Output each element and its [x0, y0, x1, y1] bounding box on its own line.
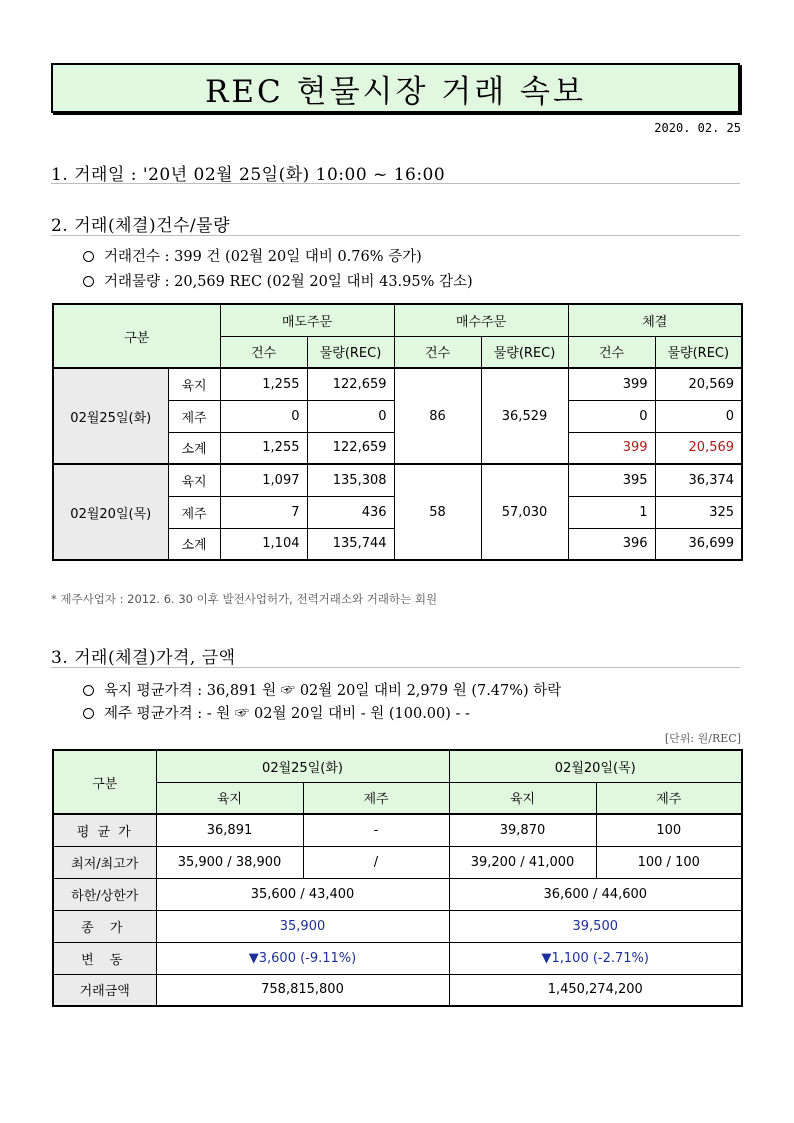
cell-value: 36,600 / 44,600 — [449, 878, 742, 910]
sell-volume: 0 — [307, 400, 394, 432]
section-3-rule — [51, 667, 740, 668]
bullet-land-price: 육지 평균가격 : 36,891 원 ☞ 02월 20일 대비 2,979 원 (7.47%) 하락 — [83, 679, 561, 700]
header-jeju: 제주 — [596, 782, 742, 814]
buy-count: 58 — [394, 464, 481, 560]
deal-volume: 36,699 — [655, 528, 742, 560]
group-date: 02월20일(목) — [53, 464, 168, 560]
section-1-heading: 1. 거래일 : '20년 02월 25일(화) 10:00 ~ 16:00 — [51, 165, 446, 185]
cell-value: 39,200 / 41,000 — [449, 846, 596, 878]
cell-value: / — [303, 846, 449, 878]
cell-value: 100 — [596, 814, 742, 846]
bullet-jeju-price: 제주 평균가격 : - 원 ☞ 02월 20일 대비 - 원 (100.00) - - — [83, 702, 470, 723]
row-label: 거래금액 — [53, 974, 156, 1006]
bullet-trade-volume: 거래물량 : 20,569 REC (02월 20일 대비 43.95% 감소) — [83, 270, 473, 291]
sell-count: 0 — [220, 400, 307, 432]
table-row — [53, 846, 742, 878]
header-date-0225: 02월25일(화) — [156, 750, 449, 782]
unit-label: [단위: 원/REC] — [664, 732, 741, 745]
buy-volume: 57,030 — [481, 464, 568, 560]
header-land: 육지 — [449, 782, 596, 814]
cell-value: 100 / 100 — [596, 846, 742, 878]
deal-count: 395 — [568, 464, 655, 496]
group-date: 02월25일(화) — [53, 368, 168, 464]
cell-value: ▼3,600 (-9.11%) — [156, 942, 449, 974]
row-label: 하한/상한가 — [53, 878, 156, 910]
header-deals: 체결 — [568, 304, 742, 336]
sell-volume: 135,308 — [307, 464, 394, 496]
header-buy-volume: 물량(REC) — [481, 336, 568, 368]
row-label: 종 가 — [53, 910, 156, 942]
header-gubun: 구분 — [53, 750, 156, 814]
deal-count: 396 — [568, 528, 655, 560]
footnote: * 제주사업자 : 2012. 6. 30 이후 발전사업허가, 전력거래소와 거래하는 회원 — [51, 592, 438, 606]
header-sell-orders: 매도주문 — [220, 304, 394, 336]
sell-count: 7 — [220, 496, 307, 528]
sell-volume: 135,744 — [307, 528, 394, 560]
buy-volume: 36,529 — [481, 368, 568, 464]
cell-value: - — [303, 814, 449, 846]
header-date-0220: 02월20일(목) — [449, 750, 742, 782]
region-label: 소계 — [168, 432, 220, 464]
region-label: 제주 — [168, 496, 220, 528]
circle-bullet-icon — [83, 251, 94, 262]
cell-value: ▼1,100 (-2.71%) — [449, 942, 742, 974]
deal-volume: 36,374 — [655, 464, 742, 496]
section-2-heading: 2. 거래(체결)건수/물량 — [51, 216, 230, 236]
deal-count: 399 — [568, 368, 655, 400]
section-1-rule — [51, 183, 740, 184]
cell-value: 35,900 — [156, 910, 449, 942]
region-label: 제주 — [168, 400, 220, 432]
cell-value: 758,815,800 — [156, 974, 449, 1006]
table-row — [53, 464, 742, 496]
table-row — [53, 878, 742, 910]
cell-value: 35,900 / 38,900 — [156, 846, 303, 878]
cell-value: 1,450,274,200 — [449, 974, 742, 1006]
deal-volume: 20,569 — [655, 368, 742, 400]
sell-count: 1,255 — [220, 368, 307, 400]
sell-volume: 122,659 — [307, 432, 394, 464]
sell-volume: 122,659 — [307, 368, 394, 400]
header-deal-volume: 물량(REC) — [655, 336, 742, 368]
header-sell-count: 건수 — [220, 336, 307, 368]
table-row — [53, 974, 742, 1006]
header-deal-count: 건수 — [568, 336, 655, 368]
cell-value: 39,870 — [449, 814, 596, 846]
row-label: 평 균 가 — [53, 814, 156, 846]
row-label: 최저/최고가 — [53, 846, 156, 878]
header-buy-orders: 매수주문 — [394, 304, 568, 336]
deal-volume: 0 — [655, 400, 742, 432]
price-table — [52, 749, 743, 1007]
deal-count: 0 — [568, 400, 655, 432]
cell-value: 35,600 / 43,400 — [156, 878, 449, 910]
cell-value: 36,891 — [156, 814, 303, 846]
header-buy-count: 건수 — [394, 336, 481, 368]
page-title: REC 현물시장 거래 속보 — [51, 63, 740, 113]
circle-bullet-icon — [83, 708, 94, 719]
deal-count-highlight: 399 — [568, 432, 655, 464]
volume-table — [52, 303, 743, 561]
sell-volume: 436 — [307, 496, 394, 528]
table-row — [53, 814, 742, 846]
header-jeju: 제주 — [303, 782, 449, 814]
region-label: 육지 — [168, 368, 220, 400]
sell-count: 1,255 — [220, 432, 307, 464]
header-gubun: 구분 — [53, 304, 220, 368]
table-row — [53, 368, 742, 400]
row-label: 변 동 — [53, 942, 156, 974]
table-row — [53, 910, 742, 942]
region-label: 소계 — [168, 528, 220, 560]
sell-count: 1,104 — [220, 528, 307, 560]
header-land: 육지 — [156, 782, 303, 814]
sell-count: 1,097 — [220, 464, 307, 496]
buy-count: 86 — [394, 368, 481, 464]
cell-value: 39,500 — [449, 910, 742, 942]
circle-bullet-icon — [83, 276, 94, 287]
deal-count: 1 — [568, 496, 655, 528]
header-sell-volume: 물량(REC) — [307, 336, 394, 368]
bullet-trade-count: 거래건수 : 399 건 (02월 20일 대비 0.76% 증가) — [83, 245, 422, 266]
section-3-heading: 3. 거래(체결)가격, 금액 — [51, 648, 236, 668]
table-row — [53, 942, 742, 974]
deal-volume: 325 — [655, 496, 742, 528]
report-date: 2020. 02. 25 — [654, 121, 741, 135]
deal-volume-highlight: 20,569 — [655, 432, 742, 464]
circle-bullet-icon — [83, 685, 94, 696]
section-2-rule — [51, 235, 740, 236]
region-label: 육지 — [168, 464, 220, 496]
